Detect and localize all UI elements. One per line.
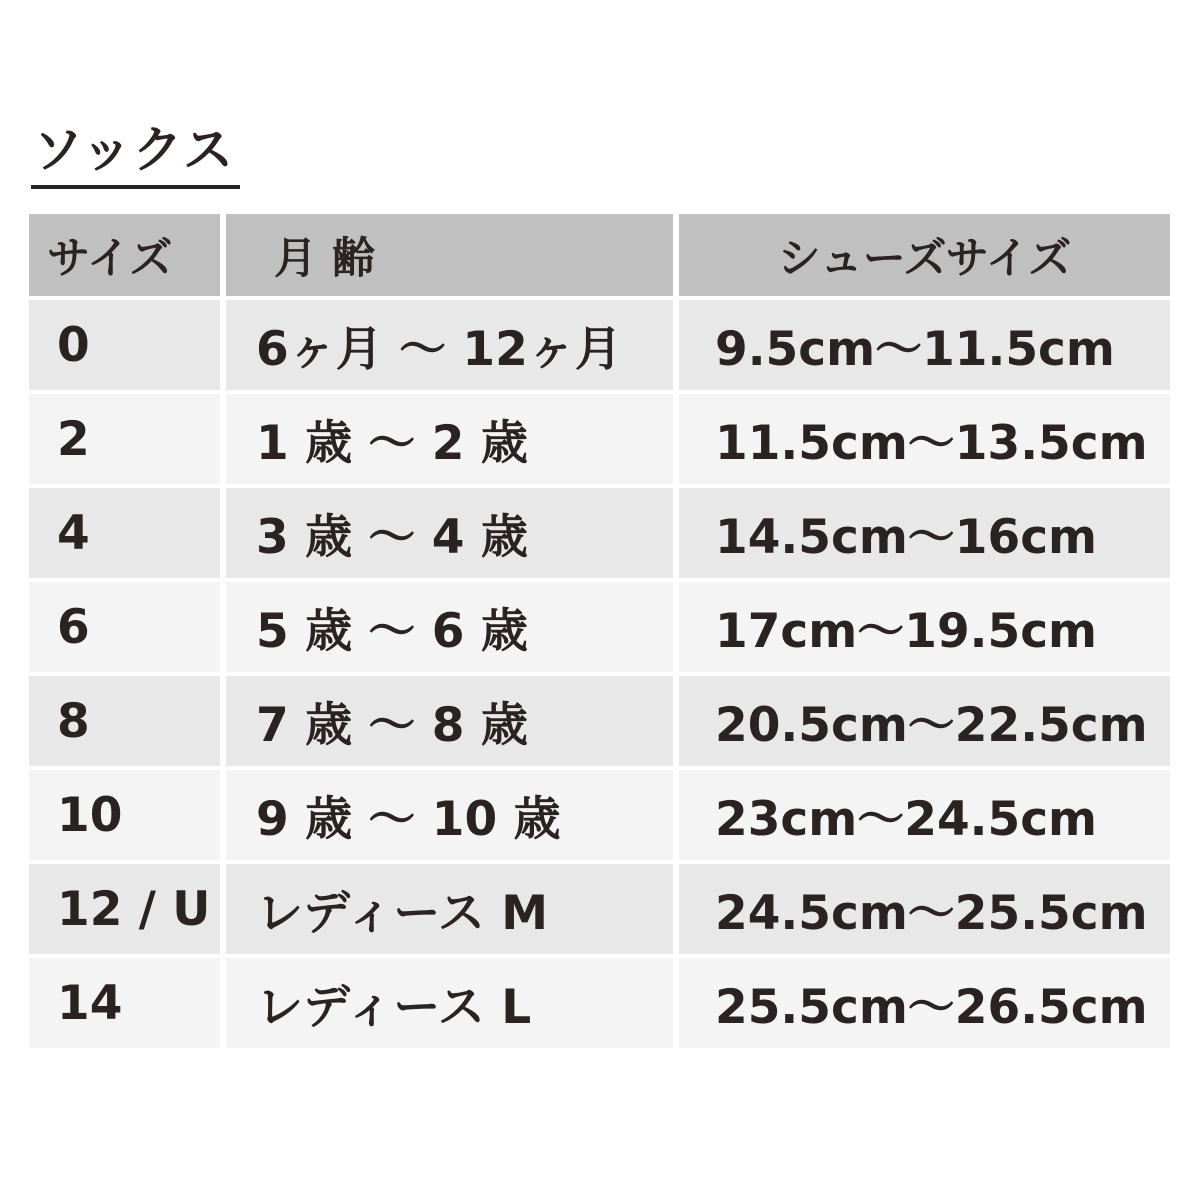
column-header-shoe-size: シューズサイズ <box>679 214 1170 296</box>
table-cell-size: 6 <box>29 582 220 672</box>
table-cell-shoe-size: 11.5cm〜13.5cm <box>679 394 1170 484</box>
table-cell-size: 10 <box>29 770 220 860</box>
table-cell-age: 7 歳 〜 8 歳 <box>226 676 673 766</box>
table-cell-age: レディース M <box>226 864 673 954</box>
table-cell-size: 14 <box>29 958 220 1048</box>
table-cell-age: 9 歳 〜 10 歳 <box>226 770 673 860</box>
table-cell-size: 2 <box>29 394 220 484</box>
column-header-age: 月 齢 <box>226 214 673 296</box>
sock-size-table <box>29 214 1170 1048</box>
table-cell-shoe-size: 23cm〜24.5cm <box>679 770 1170 860</box>
table-cell-age: 3 歳 〜 4 歳 <box>226 488 673 578</box>
table-cell-shoe-size: 14.5cm〜16cm <box>679 488 1170 578</box>
table-cell-size: 4 <box>29 488 220 578</box>
page-title: ソックス <box>31 122 240 189</box>
table-cell-age: 5 歳 〜 6 歳 <box>226 582 673 672</box>
table-cell-shoe-size: 20.5cm〜22.5cm <box>679 676 1170 766</box>
table-cell-shoe-size: 17cm〜19.5cm <box>679 582 1170 672</box>
table-cell-age: レディース L <box>226 958 673 1048</box>
table-cell-size: 8 <box>29 676 220 766</box>
table-cell-age: 1 歳 〜 2 歳 <box>226 394 673 484</box>
table-cell-shoe-size: 9.5cm〜11.5cm <box>679 300 1170 390</box>
table-cell-shoe-size: 25.5cm〜26.5cm <box>679 958 1170 1048</box>
table-cell-size: 0 <box>29 300 220 390</box>
table-cell-size: 12 / U <box>29 864 220 954</box>
table-cell-shoe-size: 24.5cm〜25.5cm <box>679 864 1170 954</box>
column-header-size: サイズ <box>29 214 220 296</box>
table-cell-age: 6ヶ月 〜 12ヶ月 <box>226 300 673 390</box>
